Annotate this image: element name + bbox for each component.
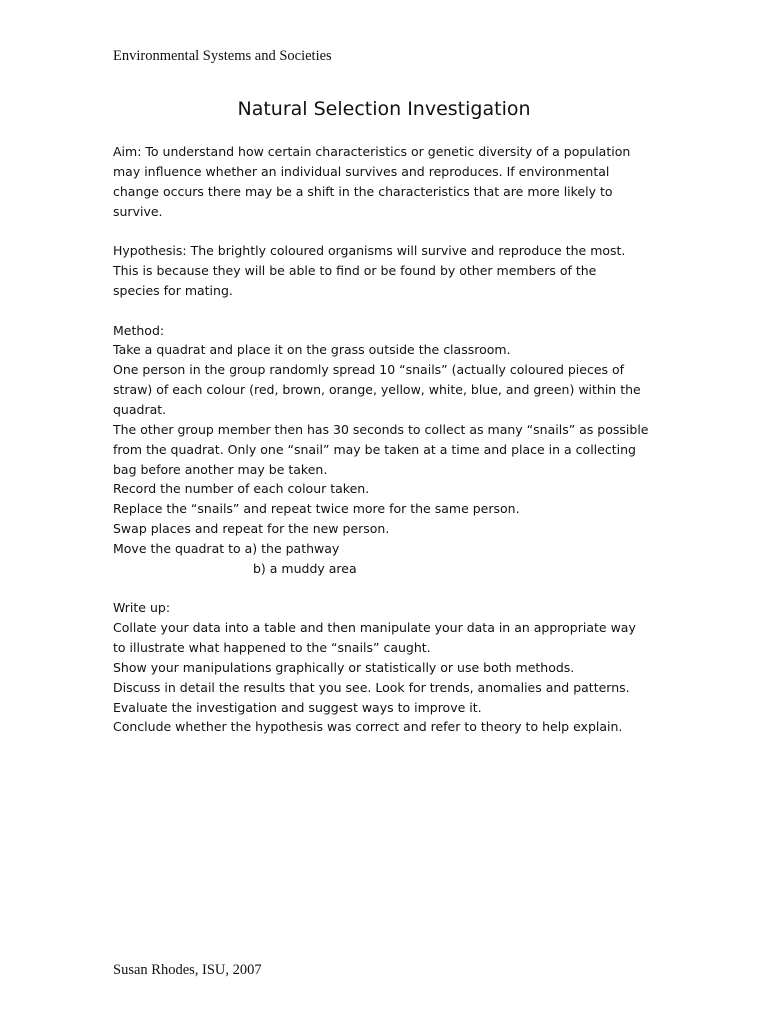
method-line: Replace the “snails” and repeat twice more for the same person.: [113, 501, 520, 517]
method-line: The other group member then has 30 seconds to collect as many “snails” as possible: [113, 421, 649, 437]
writeup-line: Evaluate the investigation and suggest ways to improve it.: [113, 699, 482, 715]
method-line: Record the number of each colour taken.: [113, 481, 370, 497]
method-line: bag before another may be taken.: [113, 461, 328, 477]
method-line: Swap places and repeat for the new person.: [113, 521, 390, 537]
hypothesis-line: species for mating.: [113, 282, 233, 298]
hypothesis-line: This is because they will be able to find or be found by other members of the: [113, 263, 597, 279]
aim-paragraph: [113, 142, 658, 221]
method-line: from the quadrat. Only one “snail” may be taken at a time and place in a collecting: [113, 441, 636, 457]
aim-line: may influence whether an individual survives and reproduces. If environmental: [113, 163, 610, 179]
method-line: One person in the group randomly spread 10 “snails” (actually coloured pieces of: [113, 362, 625, 378]
aim-line: survive.: [113, 203, 163, 219]
writeup-heading: Write up:: [113, 600, 171, 616]
document-title: Natural Selection Investigation: [237, 98, 531, 120]
document-header: Environmental Systems and Societies: [113, 48, 332, 64]
document-body: [113, 142, 658, 757]
hypothesis-line: Hypothesis: The brightly coloured organisms will survive and reproduce the most.: [113, 243, 626, 259]
method-heading: Method:: [113, 322, 165, 338]
aim-line: Aim: To understand how certain characteristics or genetic diversity of a population: [113, 144, 631, 159]
method-line: Move the quadrat to a) the pathway: [113, 540, 340, 556]
writeup-line: Discuss in detail the results that you see. Look for trends, anomalies and patterns.: [113, 679, 630, 695]
hypothesis-paragraph: [113, 241, 658, 301]
method-line: quadrat.: [113, 401, 167, 417]
aim-line: change occurs there may be a shift in the characteristics that are more likely to: [113, 183, 613, 199]
method-line: straw) of each colour (red, brown, orange, yellow, white, blue, and green) within the: [113, 382, 641, 398]
method-indented-line: b) a muddy area: [253, 560, 357, 576]
writeup-line: to illustrate what happened to the “snails” caught.: [113, 640, 431, 656]
document-footer: Susan Rhodes, ISU, 2007: [113, 962, 262, 978]
method-line: Take a quadrat and place it on the grass outside the classroom.: [113, 342, 511, 358]
writeup-line: Collate your data into a table and then manipulate your data in an appropriate way: [113, 620, 636, 636]
method-section: [113, 321, 658, 579]
writeup-line: Conclude whether the hypothesis was correct and refer to theory to help explain.: [113, 719, 623, 735]
writeup-line: Show your manipulations graphically or statistically or use both methods.: [113, 659, 575, 675]
writeup-section: [113, 598, 658, 737]
